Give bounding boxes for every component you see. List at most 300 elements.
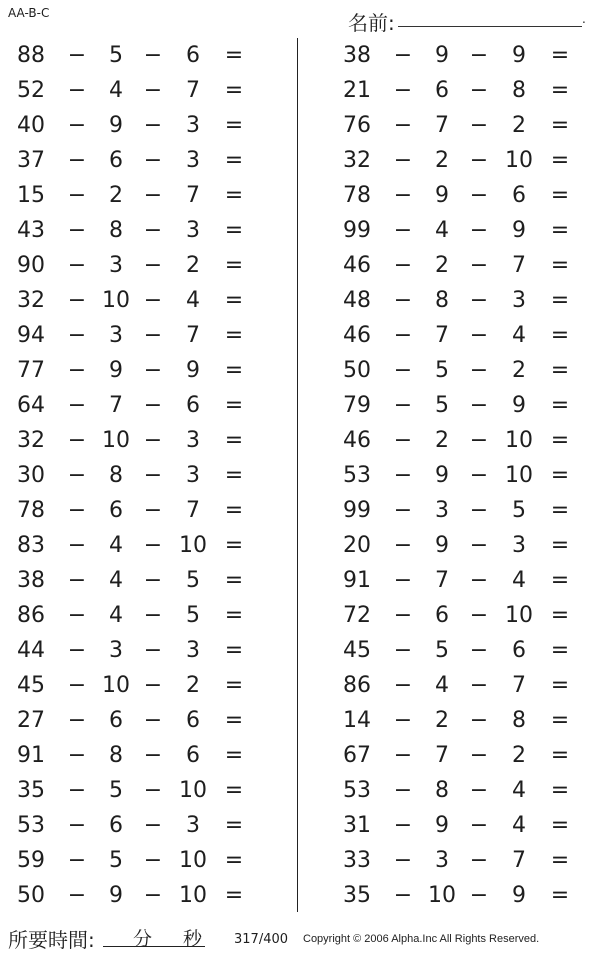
problem-row [326,638,600,664]
problem-row [0,323,280,349]
subtrahend-second: 4 [186,288,200,313]
subtrahend-second: 7 [186,78,200,103]
minus-sign: − [393,288,413,313]
equals-sign: = [550,883,570,908]
minus-sign: − [393,253,413,278]
equals-sign: = [550,43,570,68]
problem-row [0,148,280,174]
name-field-end-mark: . [582,12,586,26]
minuend: 86 [17,603,45,628]
minus-sign: − [393,393,413,418]
minus-sign: − [393,603,413,628]
problem-row [0,78,280,104]
problem-row [326,673,600,699]
minus-sign: − [393,638,413,663]
subtrahend-second: 10 [505,428,533,453]
minus-sign: − [67,43,87,68]
subtrahend-first: 5 [109,43,123,68]
minus-sign: − [67,883,87,908]
subtrahend-first: 7 [435,113,449,138]
problem-row [0,428,280,454]
minuend: 32 [17,288,45,313]
subtrahend-first: 4 [435,673,449,698]
minuend: 50 [343,358,371,383]
minus-sign: − [469,428,489,453]
subtrahend-first: 5 [109,778,123,803]
subtrahend-second: 9 [186,358,200,383]
minus-sign: − [143,568,163,593]
subtrahend-first: 9 [435,43,449,68]
minus-sign: − [67,358,87,383]
minus-sign: − [143,253,163,278]
minus-sign: − [393,218,413,243]
equals-sign: = [550,113,570,138]
equals-sign: = [224,603,244,628]
minus-sign: − [393,568,413,593]
minuend: 83 [17,533,45,558]
problem-row [0,708,280,734]
minuend: 35 [17,778,45,803]
equals-sign: = [224,743,244,768]
minus-sign: − [67,673,87,698]
minuend: 21 [343,78,371,103]
subtrahend-first: 5 [435,638,449,663]
subtrahend-first: 4 [109,533,123,558]
name-label: 名前: [348,11,395,35]
equals-sign: = [550,778,570,803]
problem-row [0,848,280,874]
subtrahend-second: 6 [186,708,200,733]
equals-sign: = [550,148,570,173]
equals-sign: = [224,463,244,488]
minus-sign: − [469,393,489,418]
subtrahend-first: 8 [435,778,449,803]
problem-row [0,183,280,209]
problem-row [0,288,280,314]
subtrahend-second: 3 [512,288,526,313]
subtrahend-second: 3 [186,218,200,243]
minus-sign: − [143,288,163,313]
minus-sign: − [143,323,163,348]
worksheet-code: AA-B-C [8,6,50,20]
subtrahend-second: 5 [512,498,526,523]
subtrahend-first: 9 [435,533,449,558]
equals-sign: = [550,218,570,243]
minuend: 46 [343,323,371,348]
minus-sign: − [469,498,489,523]
minuend: 76 [343,113,371,138]
minuend: 52 [17,78,45,103]
equals-sign: = [224,358,244,383]
minus-sign: − [143,533,163,558]
equals-sign: = [550,183,570,208]
subtrahend-second: 7 [186,183,200,208]
minus-sign: − [469,323,489,348]
equals-sign: = [224,288,244,313]
problem-row [0,603,280,629]
minus-sign: − [143,393,163,418]
minus-sign: − [143,813,163,838]
minuend: 45 [343,638,371,663]
subtrahend-second: 4 [512,568,526,593]
minus-sign: − [67,708,87,733]
subtrahend-second: 9 [512,43,526,68]
minuend: 14 [343,708,371,733]
minus-sign: − [67,463,87,488]
equals-sign: = [224,218,244,243]
subtrahend-second: 3 [186,813,200,838]
minuend: 91 [343,568,371,593]
problem-row [0,253,280,279]
subtrahend-first: 3 [435,498,449,523]
problem-row [326,43,600,69]
subtrahend-first: 2 [435,428,449,453]
minuend: 20 [343,533,371,558]
subtrahend-second: 8 [512,78,526,103]
subtrahend-second: 6 [186,43,200,68]
minus-sign: − [67,568,87,593]
problem-row [0,533,280,559]
problem-row [326,603,600,629]
minuend: 77 [17,358,45,383]
problem-row [0,463,280,489]
minus-sign: − [143,113,163,138]
minus-sign: − [469,218,489,243]
subtrahend-first: 4 [109,78,123,103]
minuend: 78 [343,183,371,208]
subtrahend-first: 3 [435,848,449,873]
equals-sign: = [224,533,244,558]
equals-sign: = [550,673,570,698]
subtrahend-second: 10 [179,848,207,873]
minus-sign: − [469,708,489,733]
equals-sign: = [550,568,570,593]
problem-row [326,358,600,384]
minus-sign: − [67,498,87,523]
problem-row [0,393,280,419]
subtrahend-first: 9 [435,183,449,208]
equals-sign: = [224,393,244,418]
subtrahend-first: 10 [428,883,456,908]
subtrahend-second: 10 [179,533,207,558]
minuend: 30 [17,463,45,488]
minuend: 88 [17,43,45,68]
problem-row [0,568,280,594]
problem-row [326,498,600,524]
subtrahend-first: 8 [109,218,123,243]
equals-sign: = [550,253,570,278]
minus-sign: − [393,743,413,768]
subtrahend-first: 4 [435,218,449,243]
minus-sign: − [469,568,489,593]
subtrahend-second: 2 [512,743,526,768]
subtrahend-second: 10 [505,463,533,488]
column-divider [297,38,298,912]
minuend: 35 [343,883,371,908]
minus-sign: − [469,78,489,103]
subtrahend-second: 9 [512,883,526,908]
minus-sign: − [143,183,163,208]
minus-sign: − [67,638,87,663]
equals-sign: = [224,78,244,103]
minus-sign: − [393,533,413,558]
problem-row [326,533,600,559]
equals-sign: = [550,323,570,348]
minuend: 86 [343,673,371,698]
equals-sign: = [224,183,244,208]
subtrahend-second: 9 [512,393,526,418]
minuend: 32 [343,148,371,173]
copyright-notice: Copyright © 2006 Alpha.Inc All Rights Reserved. [303,933,540,945]
subtrahend-first: 8 [109,463,123,488]
minus-sign: − [143,78,163,103]
name-field-line [398,6,582,27]
problem-row [326,218,600,244]
subtrahend-first: 6 [109,708,123,733]
subtrahend-second: 3 [512,533,526,558]
minuend: 64 [17,393,45,418]
problem-row [326,148,600,174]
minus-sign: − [469,813,489,838]
equals-sign: = [550,78,570,103]
equals-sign: = [224,638,244,663]
equals-sign: = [224,708,244,733]
subtrahend-second: 6 [186,743,200,768]
equals-sign: = [550,463,570,488]
problem-row [326,113,600,139]
subtrahend-first: 2 [109,183,123,208]
minus-sign: − [143,883,163,908]
subtrahend-first: 3 [109,638,123,663]
equals-sign: = [224,323,244,348]
left-column [0,43,280,913]
equals-sign: = [550,813,570,838]
subtrahend-second: 3 [186,428,200,453]
problem-row [326,813,600,839]
minus-sign: − [143,148,163,173]
subtrahend-first: 10 [102,673,130,698]
minuend: 40 [17,113,45,138]
minus-sign: − [393,358,413,383]
minuend: 53 [343,778,371,803]
minuend: 79 [343,393,371,418]
problem-row [326,568,600,594]
equals-sign: = [224,848,244,873]
minus-sign: − [469,253,489,278]
subtrahend-second: 10 [505,148,533,173]
problem-row [0,638,280,664]
subtrahend-first: 3 [109,323,123,348]
equals-sign: = [224,253,244,278]
subtrahend-first: 7 [109,393,123,418]
subtrahend-first: 5 [109,848,123,873]
minus-sign: − [67,253,87,278]
subtrahend-second: 6 [186,393,200,418]
subtrahend-second: 6 [512,183,526,208]
subtrahend-second: 5 [186,568,200,593]
subtrahend-first: 4 [109,568,123,593]
subtrahend-second: 7 [512,253,526,278]
subtrahend-second: 4 [512,323,526,348]
minus-sign: − [143,358,163,383]
minuend: 45 [17,673,45,698]
minuend: 67 [343,743,371,768]
minus-sign: − [469,638,489,663]
problem-row [326,743,600,769]
problem-row [326,253,600,279]
minuend: 15 [17,183,45,208]
subtrahend-first: 9 [109,358,123,383]
subtrahend-first: 10 [102,288,130,313]
minus-sign: − [393,428,413,453]
equals-sign: = [224,568,244,593]
subtrahend-first: 10 [102,428,130,453]
subtrahend-first: 2 [435,148,449,173]
subtrahend-second: 8 [512,708,526,733]
seconds-label: 秒 [183,928,203,950]
subtrahend-first: 7 [435,743,449,768]
equals-sign: = [224,813,244,838]
subtrahend-first: 4 [109,603,123,628]
minus-sign: − [393,673,413,698]
problem-row [326,778,600,804]
subtrahend-second: 4 [512,813,526,838]
minus-sign: − [143,708,163,733]
minuend: 72 [343,603,371,628]
minuend: 43 [17,218,45,243]
equals-sign: = [550,428,570,453]
minus-sign: − [469,358,489,383]
minus-sign: − [143,743,163,768]
minuend: 31 [343,813,371,838]
minus-sign: − [67,288,87,313]
problem-row [326,428,600,454]
subtrahend-first: 5 [435,358,449,383]
subtrahend-first: 9 [435,813,449,838]
subtrahend-first: 9 [109,883,123,908]
minus-sign: − [393,498,413,523]
subtrahend-second: 2 [512,113,526,138]
minus-sign: − [143,428,163,453]
problem-row [326,323,600,349]
page-number: 317/400 [234,932,289,947]
time-taken-label: 所要時間: [8,928,95,952]
minus-sign: − [67,813,87,838]
minus-sign: − [67,148,87,173]
subtrahend-first: 7 [435,568,449,593]
equals-sign: = [224,113,244,138]
equals-sign: = [550,393,570,418]
minus-sign: − [393,148,413,173]
problem-row [0,113,280,139]
problem-row [326,288,600,314]
problem-row [0,218,280,244]
minus-sign: − [143,498,163,523]
subtrahend-first: 5 [435,393,449,418]
equals-sign: = [224,43,244,68]
problem-row [326,883,600,909]
minus-sign: − [469,778,489,803]
minuend: 99 [343,218,371,243]
minuend: 32 [17,428,45,453]
minuend: 48 [343,288,371,313]
minus-sign: − [393,183,413,208]
minus-sign: − [67,428,87,453]
problem-row [0,358,280,384]
problem-row [0,43,280,69]
minus-sign: − [143,848,163,873]
problem-row [0,883,280,909]
subtrahend-second: 6 [512,638,526,663]
equals-sign: = [550,498,570,523]
minus-sign: − [67,778,87,803]
minus-sign: − [393,323,413,348]
minus-sign: − [469,183,489,208]
minus-sign: − [67,848,87,873]
problem-row [326,463,600,489]
minuend: 33 [343,848,371,873]
subtrahend-second: 2 [186,673,200,698]
subtrahend-first: 2 [435,253,449,278]
subtrahend-second: 3 [186,638,200,663]
minuend: 90 [17,253,45,278]
minus-sign: − [67,603,87,628]
minus-sign: − [67,113,87,138]
minus-sign: − [469,673,489,698]
subtrahend-first: 9 [109,113,123,138]
equals-sign: = [224,148,244,173]
minuend: 50 [17,883,45,908]
problem-row [0,743,280,769]
minus-sign: − [469,113,489,138]
minus-sign: − [143,778,163,803]
minuend: 27 [17,708,45,733]
minus-sign: − [469,603,489,628]
minus-sign: − [67,393,87,418]
subtrahend-second: 3 [186,113,200,138]
subtrahend-first: 6 [109,813,123,838]
minus-sign: − [143,673,163,698]
right-column [326,43,600,913]
minuend: 94 [17,323,45,348]
minuend: 38 [343,43,371,68]
subtrahend-first: 9 [435,463,449,488]
problem-row [0,673,280,699]
minus-sign: − [393,78,413,103]
problem-row [326,78,600,104]
subtrahend-second: 2 [512,358,526,383]
minus-sign: − [67,323,87,348]
subtrahend-second: 9 [512,218,526,243]
subtrahend-second: 5 [186,603,200,628]
minus-sign: − [469,743,489,768]
minuend: 99 [343,498,371,523]
equals-sign: = [550,638,570,663]
subtrahend-first: 6 [435,603,449,628]
minus-sign: − [393,778,413,803]
minus-sign: − [469,463,489,488]
subtrahend-first: 3 [109,253,123,278]
minus-sign: − [393,463,413,488]
minus-sign: − [143,43,163,68]
problem-row [326,848,600,874]
problem-row [0,498,280,524]
minus-sign: − [67,183,87,208]
minus-sign: − [393,813,413,838]
equals-sign: = [550,743,570,768]
minus-sign: − [469,848,489,873]
minus-sign: − [469,533,489,558]
